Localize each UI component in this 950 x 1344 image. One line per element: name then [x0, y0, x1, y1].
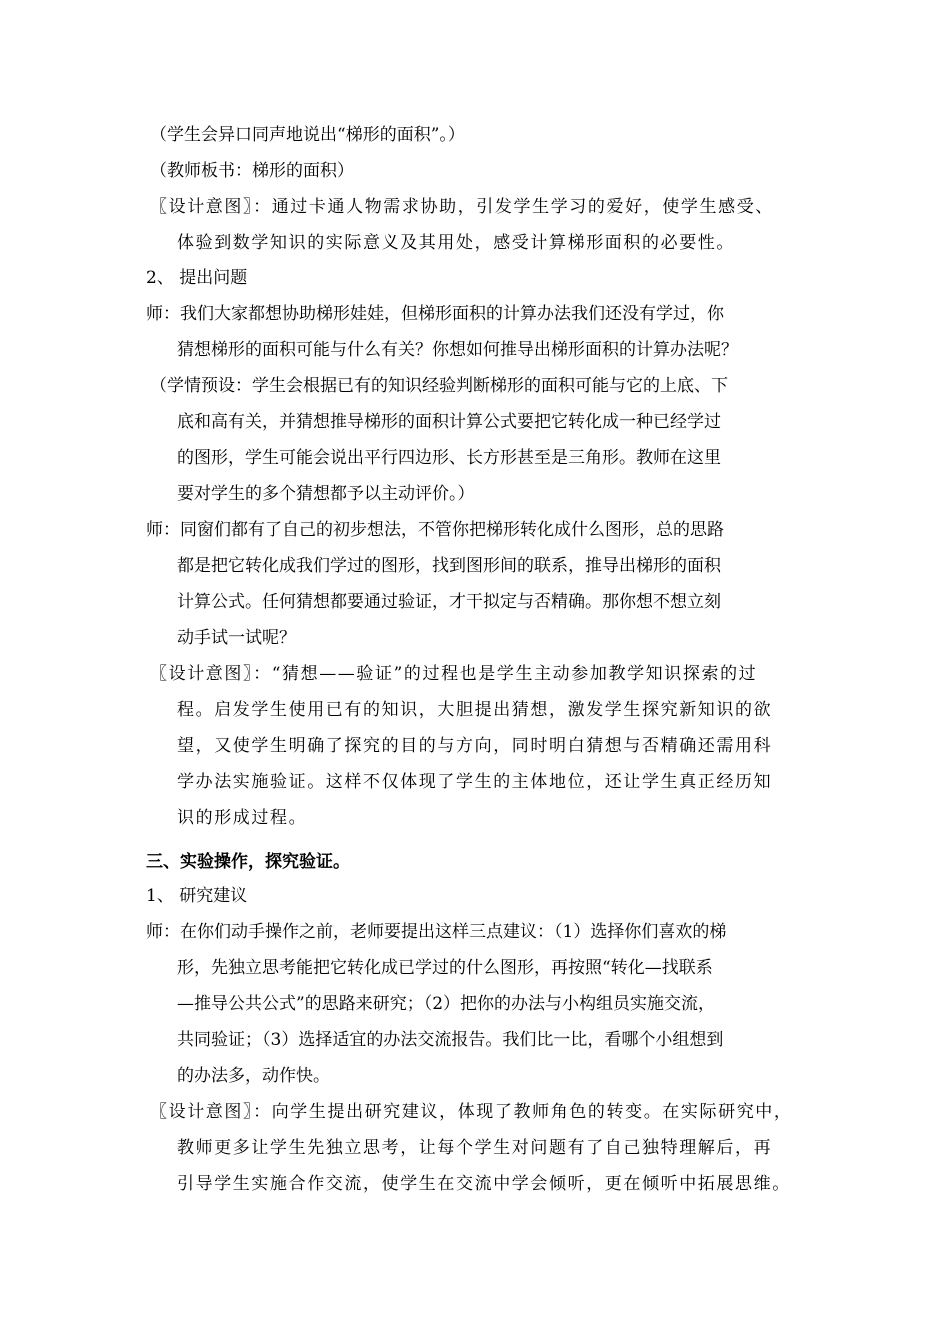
- section-heading: 1、 研究建议: [146, 886, 248, 906]
- text-line: 体验到数学知识的实际意义及其用处，感受计算梯形面积的必要性。: [177, 233, 735, 253]
- text-line: 师：我们大家都想协助梯形娃娃，但梯形面积的计算办法我们还没有学过，你: [146, 304, 724, 324]
- text-line: 识的形成过程。: [177, 808, 308, 828]
- text-line: 猜想梯形的面积可能与什么有关？你想如何推导出梯形面积的计算办法呢？: [177, 340, 738, 360]
- text-line: 师：同窗们都有了自己的初步想法，不管你把梯形转化成什么图形，总的思路: [146, 520, 724, 540]
- text-line: （学生会异口同声地说出“梯形的面积”。）: [150, 125, 465, 145]
- section-heading: 2、 提出问题: [146, 268, 248, 288]
- design-intent-line: 〖设计意图〗：“猜想——验证”的过程也是学生主动参加教学知识探索的过: [150, 664, 758, 684]
- text-line: 形，先独立思考能把它转化成已学过的什么图形，再按照“转化—找联系: [177, 958, 713, 978]
- text-line: 都是把它转化成我们学过的图形，找到图形间的联系，推导出梯形的面积: [177, 556, 721, 576]
- text-line: 师：在你们动手操作之前，老师要提出这样三点建议：（1）选择你们喜欢的梯: [146, 922, 727, 942]
- text-line: 望，又使学生明确了探究的目的与方向，同时明白猜想与否精确还需用科: [177, 736, 773, 756]
- design-intent-line: 〖设计意图〗：通过卡通人物需求协助，引发学生学习的爱好，使学生感受、: [150, 197, 774, 217]
- text-line: 学办法实施验证。这样不仅体现了学生的主体地位，还让学生真正经历知: [177, 772, 773, 792]
- text-line: 动手试一试呢？: [177, 628, 296, 648]
- section-heading-bold: 三、实验操作，探究验证。: [146, 852, 350, 872]
- text-line: 的办法多，动作快。: [177, 1066, 330, 1086]
- text-line: 共同验证；（3）选择适宜的办法交流报告。我们比一比，看哪个小组想到: [177, 1030, 724, 1050]
- text-line: 教师更多让学生先独立思考，让每个学生对问题有了自己独特理解后，再: [177, 1138, 773, 1158]
- text-line: （学情预设：学生会根据已有的知识经验判断梯形的面积可能与它的上底、下: [150, 376, 728, 396]
- text-line: 程。启发学生使用已有的知识，大胆提出猜想，激发学生探究新知识的欲: [177, 700, 773, 720]
- design-intent-line: 〖设计意图〗：向学生提出研究建议，体现了教师角色的转变。在实际研究中，: [150, 1102, 793, 1122]
- text-line: 的图形，学生可能会说出平行四边形、长方形甚至是三角形。教师在这里: [177, 448, 721, 468]
- text-line: （教师板书：梯形的面积）: [150, 161, 354, 181]
- text-line: 计算公式。任何猜想都要通过验证，才干拟定与否精确。那你想不想立刻: [177, 592, 721, 612]
- text-line: —推导公共公式”的思路来研究；（2）把你的办法与小构组员实施交流，: [177, 994, 716, 1014]
- text-line: 底和高有关，并猜想推导梯形的面积计算公式要把它转化成一种已经学过: [177, 412, 721, 432]
- text-line: 引导学生实施合作交流，使学生在交流中学会倾听，更在倾听中拓展思维。: [177, 1174, 791, 1194]
- text-line: 要对学生的多个猜想都予以主动评价。）: [177, 484, 475, 504]
